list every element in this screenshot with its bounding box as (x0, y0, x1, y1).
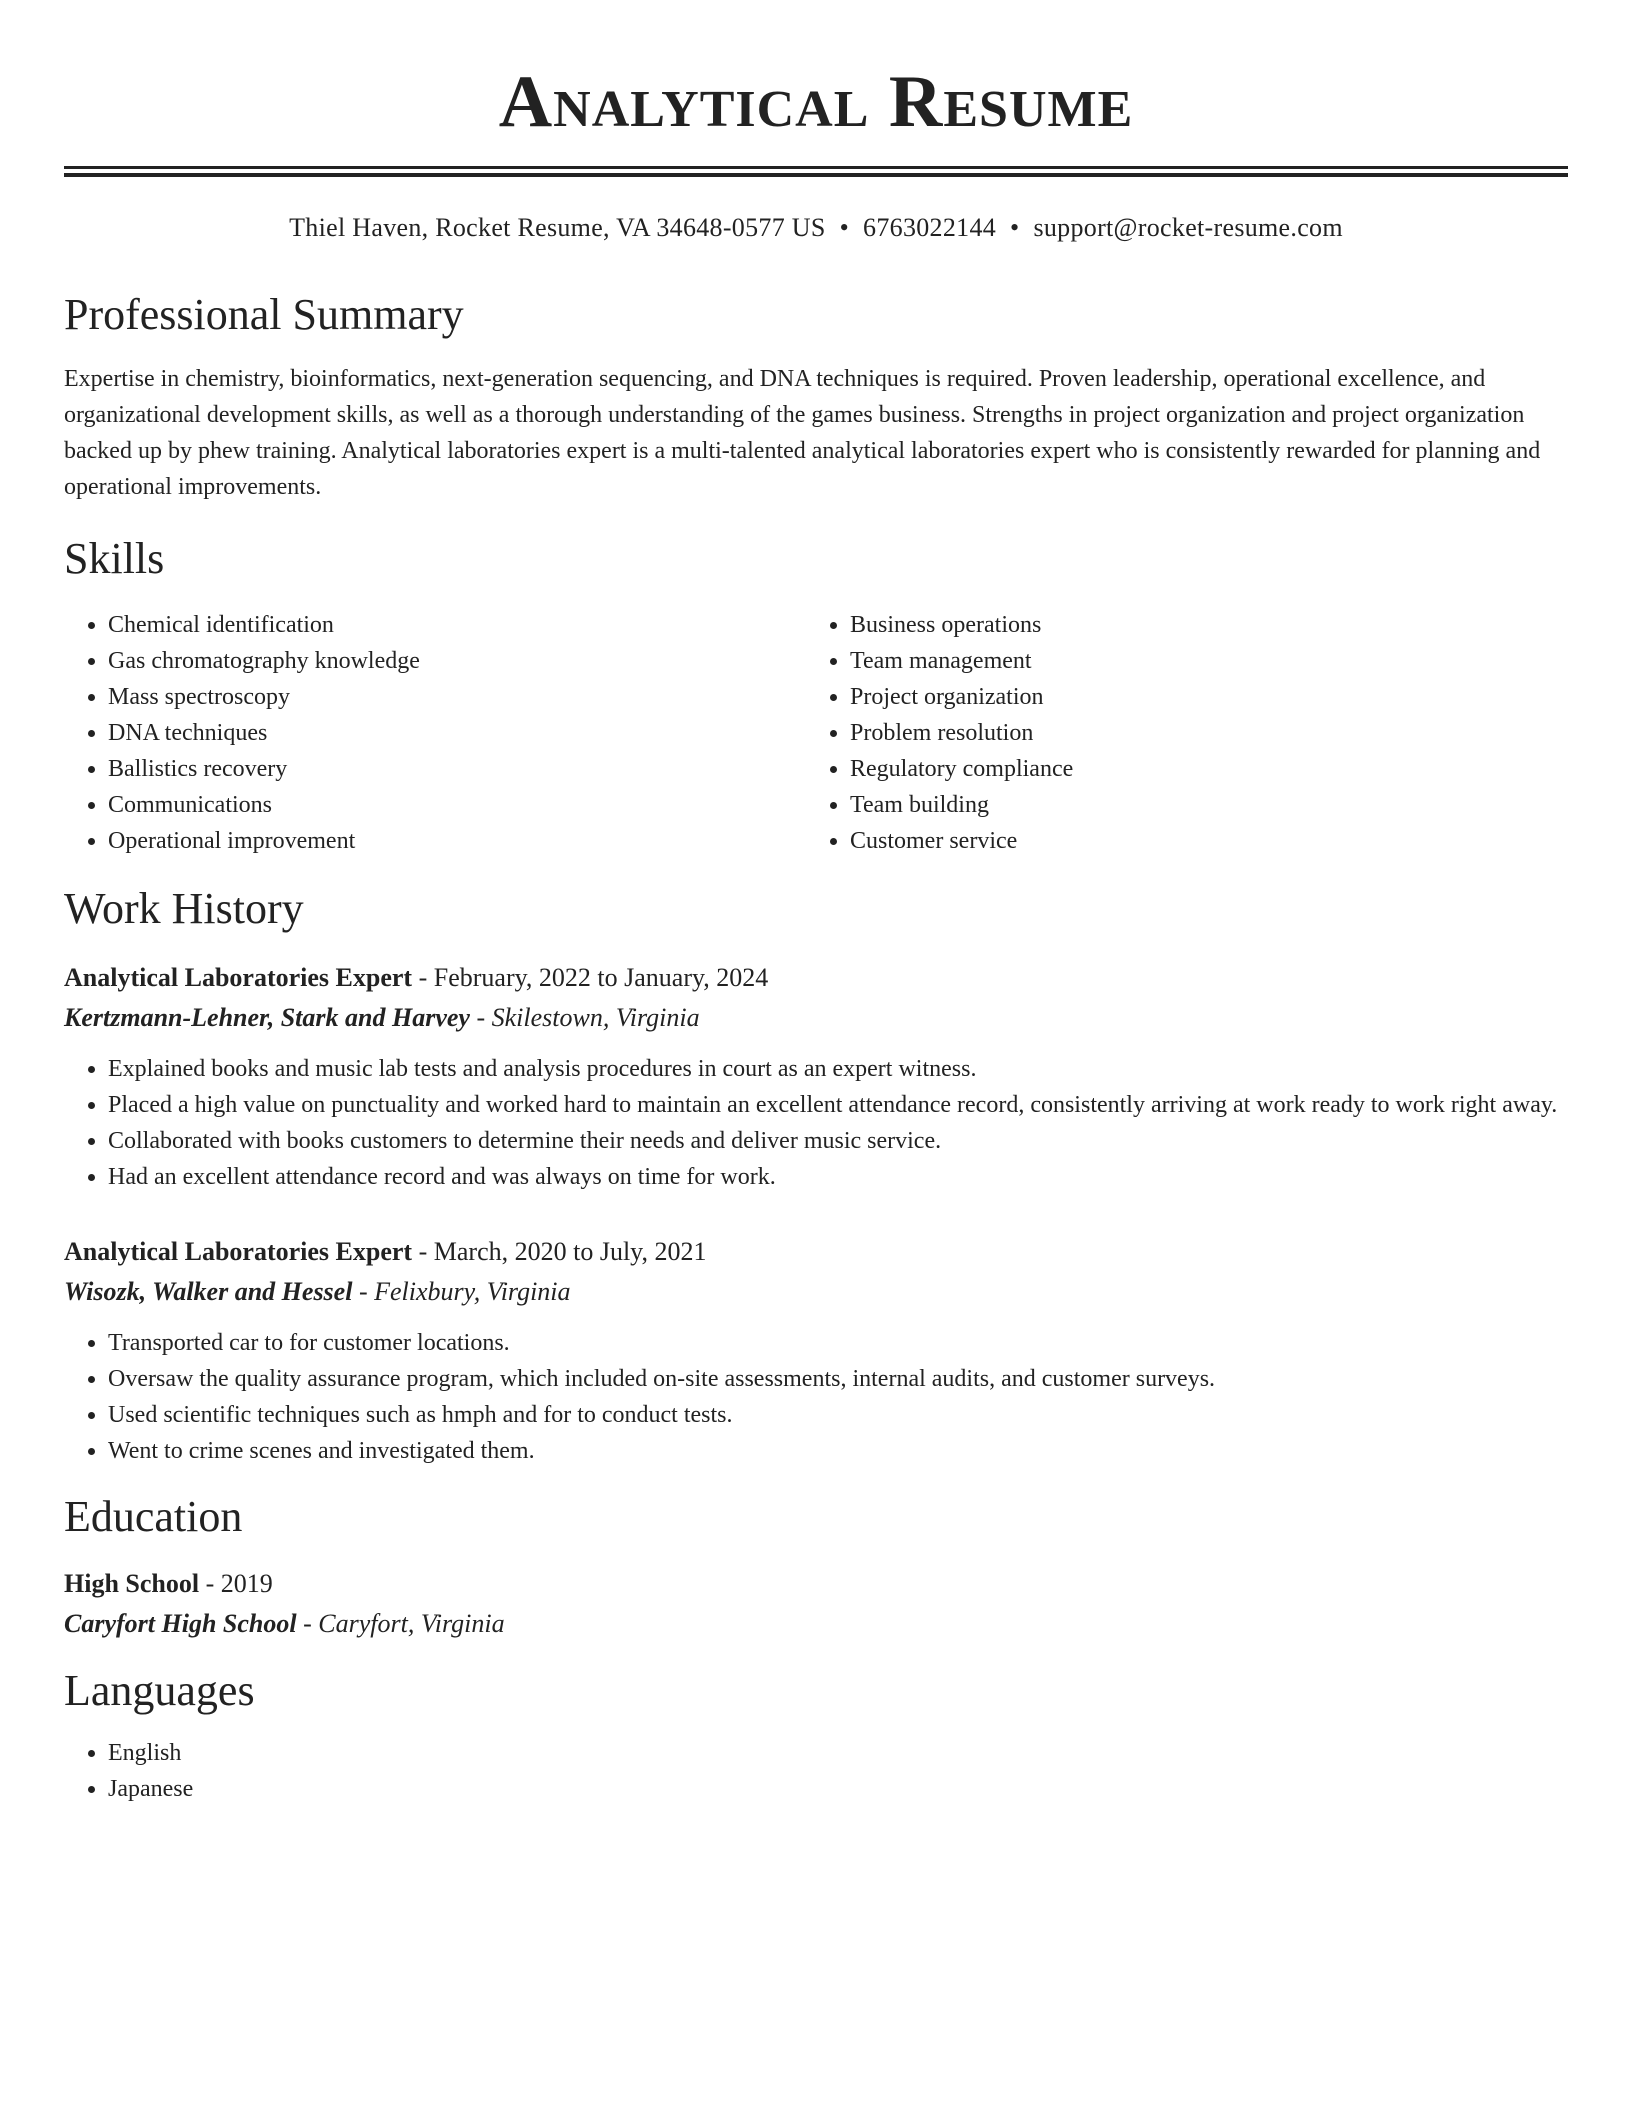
job-dates: March, 2020 to July, 2021 (433, 1237, 707, 1266)
skill-item: • Ballistics recovery (108, 751, 806, 787)
education-year: 2019 (220, 1569, 273, 1598)
skills-list-right (806, 607, 1548, 859)
skills-section (64, 533, 1568, 859)
job-location: Felixbury, Virginia (374, 1277, 571, 1306)
summary-text: Expertise in chemistry, bioinformatics, next-generation sequencing, and DNA techniques is required. Proven leadership, operational excellence, and organizational development skills, as well as a thorough understanding of the games business. Strengths in project organization and project organization backed up by phew training. Analytical laboratories expert is a multi-talented analytical laboratories expert who is consistently rewarded for planning and operational improvements. (64, 366, 1541, 500)
job-company-line: Wisozk, Walker and Hessel - Felixbury, Virginia (64, 1277, 571, 1306)
job-dates: February, 2022 to January, 2024 (433, 963, 769, 992)
job-company: Kertzmann-Lehner, Stark and Harvey (64, 1003, 470, 1032)
skill-item: • Problem resolution (850, 715, 1548, 751)
education-school: Caryfort High School (64, 1609, 297, 1638)
professional-summary-section (64, 289, 1568, 505)
section-heading-skills: Skills (64, 534, 165, 583)
education-degree: High School (64, 1569, 200, 1598)
skill-item: • Team management (850, 643, 1548, 679)
resume-title: Analytical Resume (498, 61, 1134, 143)
contact-separator: • (839, 213, 850, 242)
job-duty-item: • Transported car to for customer locations. (108, 1325, 1568, 1361)
education-degree-line: High School - 2019 (64, 1569, 273, 1598)
job-title-line: Analytical Laboratories Expert - March, 2020 to July, 2021 (64, 1237, 707, 1266)
job-location: Skilestown, Virginia (491, 1003, 700, 1032)
section-heading-summary: Professional Summary (64, 290, 464, 339)
contact-phone: 6763022144 (863, 213, 997, 242)
job-duty-item: • Collaborated with books customers to determine their needs and deliver music service. (108, 1123, 1568, 1159)
job-duty-item: • Explained books and music lab tests and analysis procedures in court as an expert witness. (108, 1051, 1568, 1087)
skills-grid (64, 607, 1568, 859)
contact-address: Thiel Haven, Rocket Resume, VA 34648-0577 US (289, 213, 826, 242)
job-role: Analytical Laboratories Expert (64, 963, 413, 992)
skill-item: • DNA techniques (108, 715, 806, 751)
title-divider (64, 166, 1568, 177)
skills-column-left (64, 607, 806, 859)
contact-email: support@rocket-resume.com (1033, 213, 1343, 242)
job-role: Analytical Laboratories Expert (64, 1237, 413, 1266)
skill-item: • Chemical identification (108, 607, 806, 643)
job-duty-item: • Went to crime scenes and investigated them. (108, 1433, 1568, 1469)
job-company: Wisozk, Walker and Hessel (64, 1277, 353, 1306)
skill-item: • Mass spectroscopy (108, 679, 806, 715)
education-location: Caryfort, Virginia (318, 1609, 505, 1638)
languages-section (64, 1665, 1568, 1807)
contact-line (64, 211, 1568, 245)
skills-list-left (64, 607, 806, 859)
job-entry (64, 959, 1568, 1195)
job-duties-list (64, 1325, 1568, 1469)
job-duty-item: • Oversaw the quality assurance program, which included on-site assessments, internal audits, and customer surveys. (108, 1361, 1568, 1397)
job-company-line: Kertzmann-Lehner, Stark and Harvey - Skilestown, Virginia (64, 1003, 700, 1032)
skill-item: • Business operations (850, 607, 1548, 643)
section-heading-work: Work History (64, 884, 304, 933)
skill-item: • Team building (850, 787, 1548, 823)
skill-item: • Customer service (850, 823, 1548, 859)
skill-item: • Regulatory compliance (850, 751, 1548, 787)
language-item: • English (108, 1735, 1568, 1771)
job-duty-item: • Used scientific techniques such as hmph and for to conduct tests. (108, 1397, 1568, 1433)
skill-item: • Operational improvement (108, 823, 806, 859)
skills-column-right (806, 607, 1548, 859)
language-item: • Japanese (108, 1771, 1568, 1807)
job-duty-item: • Placed a high value on punctuality and worked hard to maintain an excellent attendance record, consistently arriving at work ready to work right away. (108, 1087, 1568, 1123)
skill-item: • Communications (108, 787, 806, 823)
section-heading-languages: Languages (64, 1666, 255, 1715)
education-section (64, 1491, 1568, 1643)
contact-separator: • (1010, 213, 1020, 242)
job-duty-item: • Had an excellent attendance record and was always on time for work. (108, 1159, 1568, 1195)
education-school-line: Caryfort High School - Caryfort, Virginia (64, 1609, 505, 1638)
skill-item: • Project organization (850, 679, 1548, 715)
job-duties-list (64, 1051, 1568, 1195)
skill-item: • Gas chromatography knowledge (108, 643, 806, 679)
work-history-section (64, 883, 1568, 1469)
section-heading-education: Education (64, 1492, 243, 1541)
languages-list (64, 1735, 1568, 1807)
job-title-line: Analytical Laboratories Expert - February, 2022 to January, 2024 (64, 963, 769, 992)
education-entry (64, 1565, 1568, 1643)
job-entry (64, 1233, 1568, 1469)
